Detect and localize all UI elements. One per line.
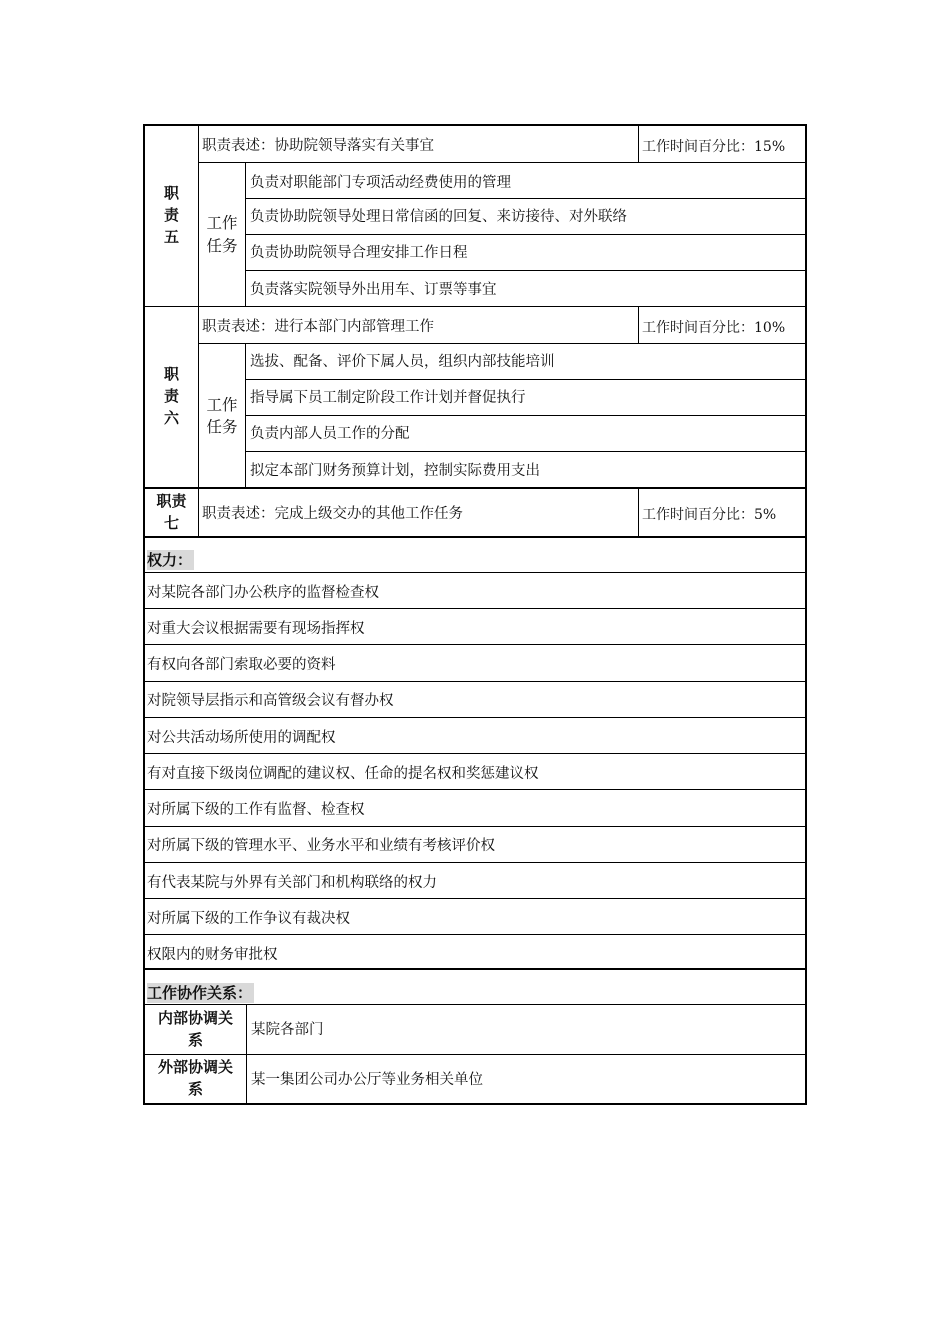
task-item: 负责协助院领导合理安排工作日程 (250, 245, 468, 261)
power-item: 对院领导层指示和高管级会议有督办权 (147, 693, 394, 709)
duty-block-5 (143, 124, 807, 306)
duty-label: 职责 七 (156, 491, 187, 532)
duty-description: 职责表述：完成上级交办的其他工作任务 (202, 506, 463, 522)
time-percentage: 工作时间百分比：10% (642, 320, 786, 336)
powers-section (143, 536, 807, 968)
power-item: 对所属下级的工作争议有裁决权 (147, 911, 350, 927)
power-item: 对所属下级的管理水平、业务水平和业绩有考核评价权 (147, 838, 495, 854)
task-item: 负责内部人员工作的分配 (250, 426, 410, 442)
powers-header: 权力： (147, 551, 193, 569)
power-item: 对所属下级的工作有监督、检查权 (147, 802, 365, 818)
relations-header: 工作协作关系： (147, 984, 253, 1002)
duty-description: 职责表述：进行本部门内部管理工作 (202, 319, 434, 335)
power-item: 权限内的财务审批权 (147, 947, 278, 963)
task-label: 工作 任务 (206, 214, 238, 255)
relations-section (143, 968, 807, 1105)
task-item: 拟定本部门财务预算计划，控制实际费用支出 (250, 463, 540, 479)
power-item: 有权向各部门索取必要的资料 (147, 657, 336, 673)
time-percentage: 工作时间百分比：5% (642, 507, 777, 523)
task-label: 工作 任务 (206, 395, 238, 436)
task-item: 指导属下员工制定阶段工作计划并督促执行 (250, 390, 526, 406)
job-description-table (143, 124, 807, 1105)
duty-block-7 (143, 487, 807, 536)
duty-block-6 (143, 306, 807, 487)
task-item: 负责协助院领导处理日常信函的回复、来访接待、对外联络 (250, 209, 627, 225)
duty-label: 职 责 六 (163, 365, 179, 427)
duty-description: 职责表述：协助院领导落实有关事宜 (202, 138, 434, 154)
relation-label: 内部协调关 系 (157, 1008, 233, 1049)
power-item: 对重大会议根据需要有现场指挥权 (147, 621, 365, 637)
power-item: 有对直接下级岗位调配的建议权、任命的提名权和奖惩建议权 (147, 766, 539, 782)
power-item: 有代表某院与外界有关部门和机构联络的权力 (147, 875, 437, 891)
relation-value: 某院各部门 (251, 1022, 324, 1038)
duty-label: 职 责 五 (163, 184, 179, 246)
task-item: 负责落实院领导外出用车、订票等事宜 (250, 282, 497, 298)
power-item: 对某院各部门办公秩序的监督检查权 (147, 585, 379, 601)
task-item: 选拔、配备、评价下属人员，组织内部技能培训 (250, 354, 555, 370)
task-item: 负责对职能部门专项活动经费使用的管理 (250, 175, 511, 191)
power-item: 对公共活动场所使用的调配权 (147, 730, 336, 746)
time-percentage: 工作时间百分比：15% (642, 139, 786, 155)
relation-value: 某一集团公司办公厅等业务相关单位 (251, 1072, 483, 1088)
relation-label: 外部协调关 系 (157, 1058, 233, 1098)
